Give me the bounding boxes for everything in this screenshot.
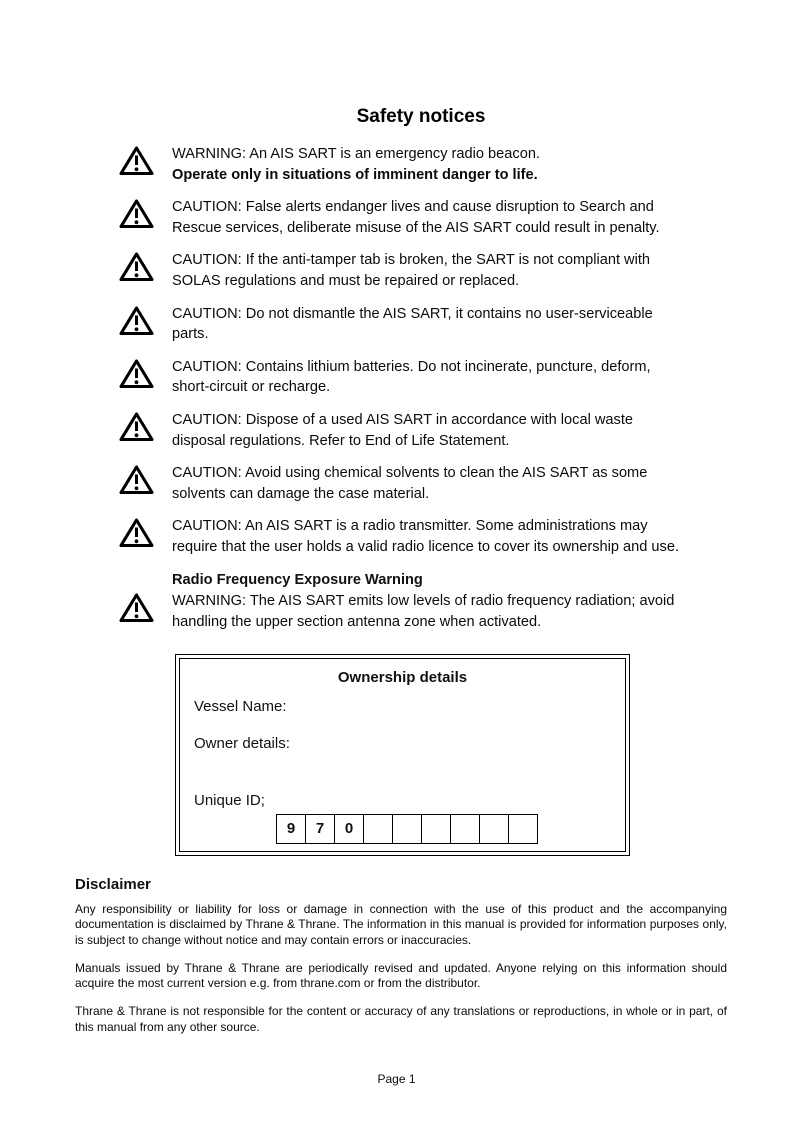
safety-notice (118, 516, 734, 557)
notice-text (172, 144, 540, 185)
notice-line: short-circuit or recharge. (172, 379, 331, 396)
ownership-title: Ownership details (337, 669, 468, 687)
page-number: Page 1 (377, 1072, 416, 1086)
safety-notice (118, 250, 734, 291)
unique-id-label: Unique ID; (194, 792, 265, 810)
vessel-name-label: Vessel Name: (194, 698, 287, 716)
warning-triangle-icon (118, 144, 172, 185)
warning-triangle-icon (118, 591, 172, 632)
page-title: Safety notices (356, 106, 486, 127)
warning-triangle-icon (118, 197, 172, 238)
safety-notice (118, 144, 734, 185)
notice-text (172, 410, 633, 451)
rf-exposure-notice (118, 591, 734, 632)
unique-id-cell (479, 814, 509, 844)
owner-details-label: Owner details: (194, 735, 290, 753)
notice-line: WARNING: The AIS SART emits low levels of radio frequency radiation; avoid (172, 593, 675, 610)
rf-exposure-heading: Radio Frequency Exposure Warning (172, 571, 423, 588)
notice-text (172, 516, 679, 557)
notice-line: parts. (172, 326, 209, 343)
disclaimer-paragraph: Any responsibility or liability for loss or damage in connection with the use of this product and the accompanying documentation is disclaimed by Thrane & Thrane. The information in this manual is provided for information purposes only, is subject to change without notice and may contain errors or inaccuracies. (75, 902, 727, 947)
unique-id-cell (392, 814, 422, 844)
notice-line: solvents can damage the case material. (172, 485, 430, 502)
safety-notice (118, 304, 734, 345)
disclaimer-heading: Disclaimer (75, 876, 151, 894)
notice-line: CAUTION: Contains lithium batteries. Do not incinerate, puncture, deform, (172, 358, 651, 375)
warning-triangle-icon (118, 463, 172, 504)
safety-notices-list (118, 144, 734, 632)
notice-text (172, 591, 674, 632)
ownership-details-inner (179, 658, 626, 852)
notice-text (172, 197, 660, 238)
notice-line: CAUTION: If the anti-tamper tab is broken, the SART is not compliant with (172, 252, 651, 269)
warning-triangle-icon (118, 357, 172, 398)
unique-id-cell: 9 (276, 814, 306, 844)
notice-line: disposal regulations. Refer to End of Life Statement. (172, 432, 510, 449)
disclaimer-paragraph: Thrane & Thrane is not responsible for the content or accuracy of any translations or reproductions, in whole or in part, of this manual from any other source. (75, 1004, 727, 1034)
unique-id-cell (508, 814, 538, 844)
notice-line: SOLAS regulations and must be repaired or replaced. (172, 272, 520, 289)
unique-id-cell (363, 814, 393, 844)
unique-id-cell: 7 (305, 814, 335, 844)
notice-text (172, 357, 651, 398)
safety-notice (118, 357, 734, 398)
warning-triangle-icon (118, 250, 172, 291)
unique-id-cell (421, 814, 451, 844)
notice-line: CAUTION: Dispose of a used AIS SART in accordance with local waste (172, 411, 633, 428)
warning-triangle-icon (118, 410, 172, 451)
notice-text (172, 304, 653, 345)
notice-text (172, 250, 650, 291)
notice-line: Rescue services, deliberate misuse of the AIS SART could result in penalty. (172, 219, 660, 236)
safety-notice (118, 410, 734, 451)
safety-notice (118, 463, 734, 504)
notice-text (172, 463, 647, 504)
disclaimer-section (75, 876, 727, 1034)
notice-line: CAUTION: Avoid using chemical solvents to clean the AIS SART as some (172, 465, 648, 482)
unique-id-cell: 0 (334, 814, 364, 844)
notice-line: CAUTION: An AIS SART is a radio transmitter. Some administrations may (172, 518, 648, 535)
ownership-details-box (175, 654, 630, 856)
warning-triangle-icon (118, 516, 172, 557)
safety-notice (118, 197, 734, 238)
warning-triangle-icon (118, 304, 172, 345)
unique-id-cell (450, 814, 480, 844)
notice-line: WARNING: An AIS SART is an emergency radio beacon. (172, 146, 540, 162)
notice-line-bold: Operate only in situations of imminent danger to life. (172, 166, 538, 183)
unique-id-grid (276, 814, 611, 844)
notice-line: CAUTION: Do not dismantle the AIS SART, it contains no user-serviceable (172, 305, 653, 322)
notice-line: handling the upper section antenna zone when activated. (172, 613, 542, 630)
notice-line: require that the user holds a valid radio licence to cover its ownership and use. (172, 538, 680, 555)
disclaimer-paragraph: Manuals issued by Thrane & Thrane are periodically revised and updated. Anyone relying on this information should acquire the most current version e.g. from thrane.com or from the distributor. (75, 960, 727, 991)
notice-line: CAUTION: False alerts endanger lives and cause disruption to Search and (172, 199, 654, 216)
